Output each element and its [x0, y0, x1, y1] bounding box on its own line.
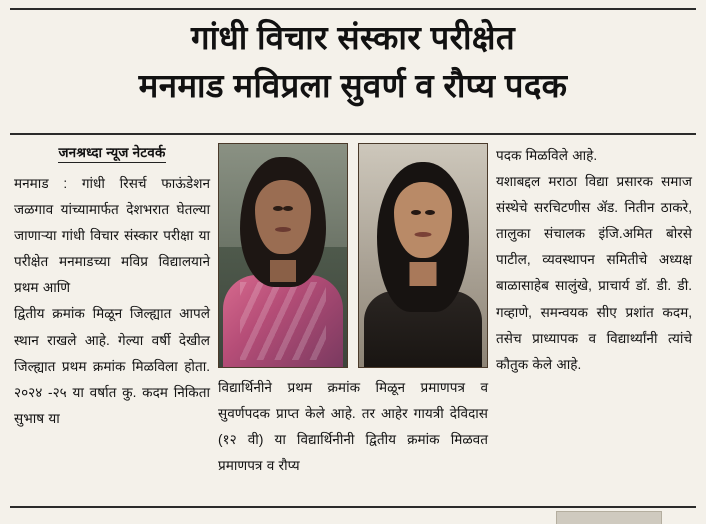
column-right [496, 143, 692, 503]
photo-neck [410, 262, 437, 286]
photo-eye-left [273, 206, 283, 211]
page-footer-tab [556, 511, 662, 524]
photo-dress [223, 275, 343, 367]
bottom-divider [10, 506, 696, 508]
student-photo-left [218, 143, 348, 368]
column-left [14, 143, 210, 503]
photo-mouth [415, 232, 432, 237]
headline-line-2: मनमाड मविप्रला सुवर्ण व रौप्य पदक [138, 66, 568, 104]
photo-neck [270, 260, 296, 282]
article-paragraph: मनमाड : गांधी रिसर्च फाऊंडेशन जळगाव यांच्यामार्फत देशभरात घेतल्या जाणाऱ्या गांधी विचार संस्कार परीक्षा या परीक्षेत मनमाडच्या मविप्र विद्यालयाने प्रथम आणि [14, 176, 210, 296]
top-divider [10, 8, 696, 10]
article-paragraph: पदक मिळविले आहे. [496, 148, 598, 163]
article-paragraph: यशाबद्दल मराठा विद्या प्रसारक समाज संस्थेचे सरचिटणीस ॲड. नितीन ठाकरे, तालुका संचालक इंजि.अमित बोरसे पाटील, व्यवस्थापन समितीचे अध्यक्ष बाळासाहेब सालुंखे, प्राचार्य डॉ. डी. डी. गव्हाणे, समन्वयक सीए प्रशांत कदम, तसेच प्राध्यापक व विद्यार्थ्यांनी त्यांचे कौतुक केले आहे. [496, 174, 692, 372]
photo-eye-right [283, 206, 293, 211]
photo-mouth [275, 227, 291, 232]
page-title [12, 14, 694, 110]
headline-line-1: गांधी विचार संस्कार परीक्षेत [191, 19, 515, 56]
photo-group [218, 143, 488, 366]
column-middle [218, 143, 488, 503]
middle-column-text [218, 375, 488, 479]
article-paragraph: द्वितीय क्रमांक मिळून जिल्ह्यात आपले स्थान राखले आहे. गेल्या वर्षी देखील जिल्ह्यात प्रथम क्रमांक मिळविला होता. २०२४ -२५ या वर्षात कु. कदम निकिता सुभाष या [14, 306, 210, 426]
headline-divider [10, 133, 696, 135]
article-paragraph: विद्यार्थिनीने प्रथम क्रमांक मिळून प्रमाणपत्र व सुवर्णपदक प्राप्त केले आहे. तर आहेर गायत्री देविदास (१२ वी) या विद्यार्थिनीनी द्वितीय क्रमांक मिळवत प्रमाणपत्र व रौप्य [218, 380, 488, 474]
article-columns [14, 143, 692, 503]
photo-face [255, 180, 311, 254]
photo-eye-left [411, 210, 421, 215]
byline [14, 143, 210, 165]
student-photo-right [358, 143, 488, 368]
photo-eye-right [425, 210, 435, 215]
byline-text: जनश्रध्दा न्यूज नेटवर्क [58, 143, 165, 163]
